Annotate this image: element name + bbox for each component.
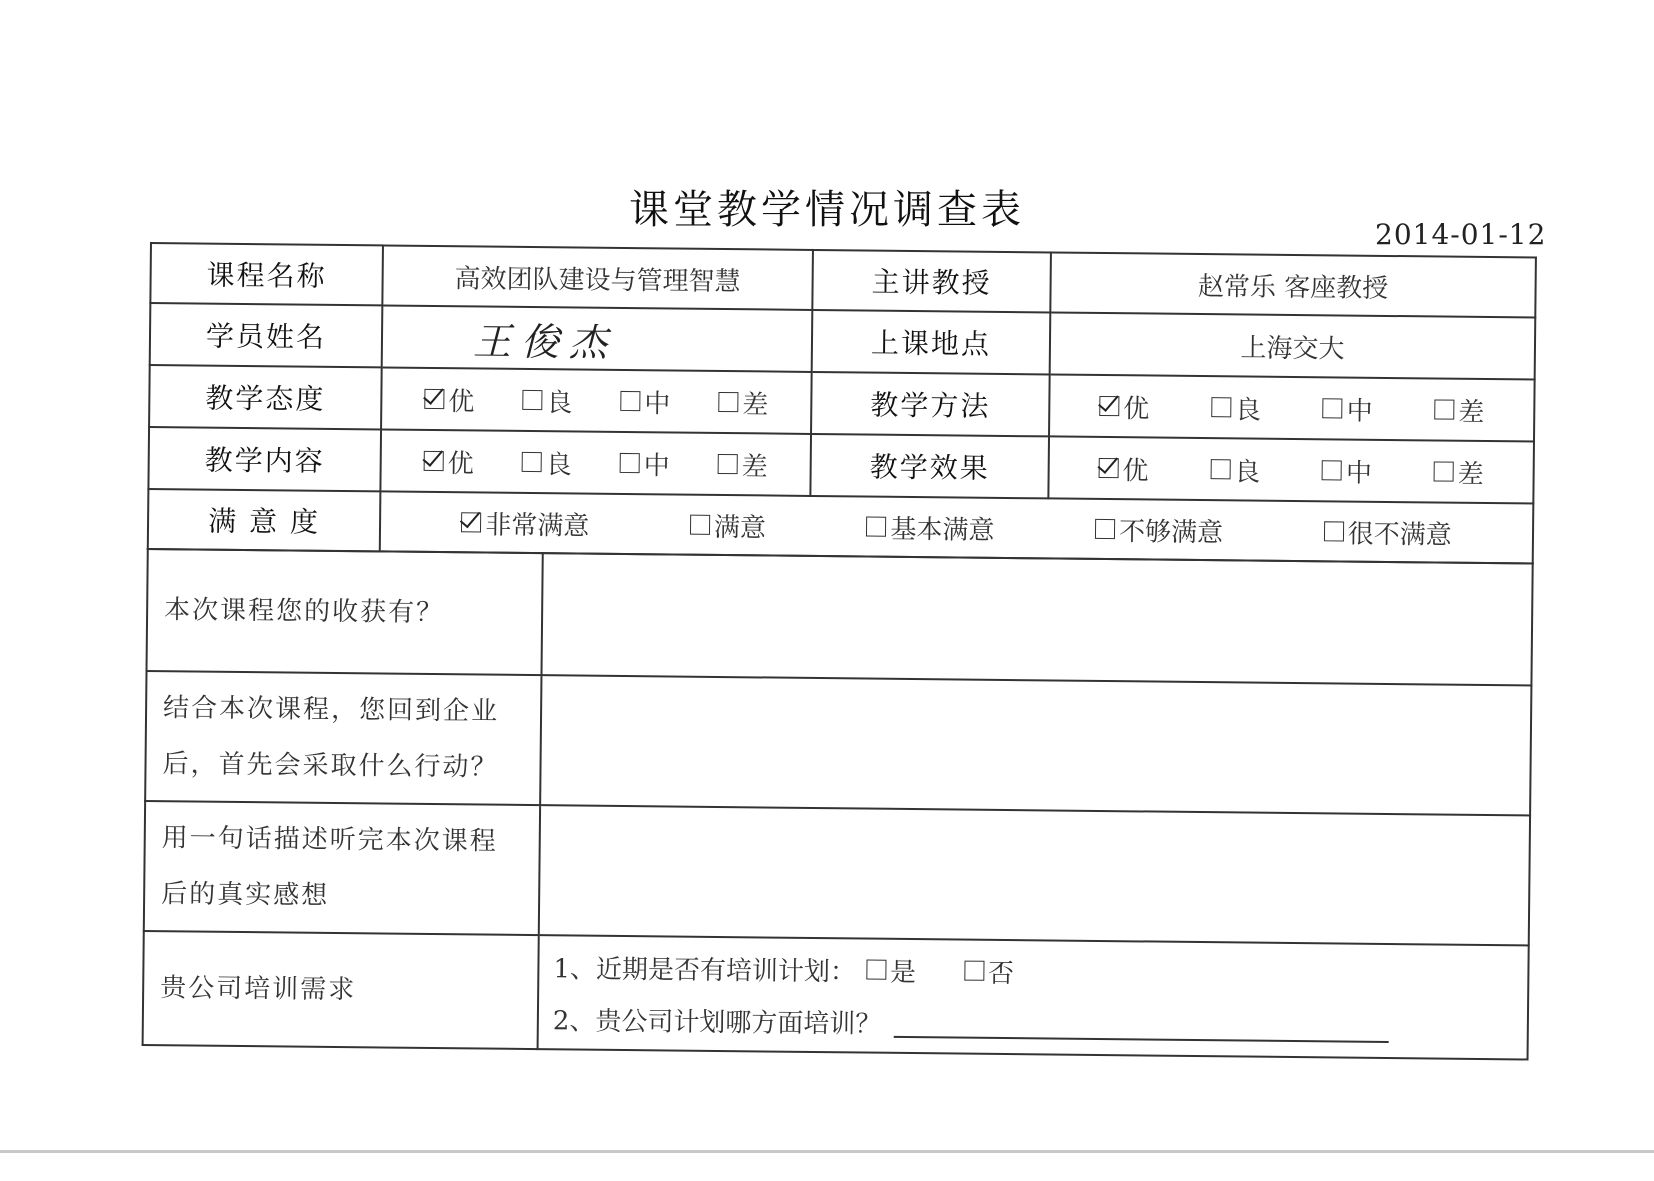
satisfaction-option-1[interactable]	[690, 506, 766, 544]
checkbox-checked[interactable]	[461, 512, 481, 532]
rating-option-content-0[interactable]	[424, 442, 474, 480]
value-course-name[interactable]: 高效团队建设与管理智慧	[382, 245, 813, 309]
checkbox[interactable]	[1322, 460, 1342, 480]
checkbox-checked[interactable]	[424, 451, 444, 471]
training-plan-question: 1、近期是否有培训计划：	[553, 953, 857, 987]
checkbox[interactable]	[718, 392, 738, 412]
satisfaction-option-label: 不够满意	[1118, 516, 1224, 548]
rating-group-method	[1050, 387, 1533, 429]
question-action-line-2: 后，首先会采取什么行动？	[162, 749, 499, 783]
rating-option-label: 差	[741, 451, 768, 482]
training-area-question: 2、贵公司计划哪方面培训？	[552, 1005, 882, 1040]
value-location[interactable]: 上海交大	[1050, 312, 1536, 379]
rating-option-label: 优	[1122, 455, 1149, 486]
rating-option-label: 差	[1457, 459, 1484, 490]
rating-option-label: 优	[447, 448, 474, 479]
rating-option-label: 良	[1234, 394, 1262, 426]
question-action-line-1: 结合本次课程，您回到企业	[162, 693, 500, 727]
checkbox[interactable]	[690, 515, 710, 535]
training-needs	[538, 935, 1529, 1059]
answer-action[interactable]	[540, 675, 1531, 815]
training-plan-yes-label: 是	[889, 957, 917, 988]
satisfaction-option-label: 非常满意	[485, 510, 590, 542]
rating-content	[380, 429, 811, 495]
rating-option-label: 良	[546, 387, 573, 418]
label-content: 教学内容	[148, 427, 381, 491]
training-plan-no-label: 否	[987, 958, 1015, 989]
rating-group-content	[382, 442, 810, 483]
checkbox-no[interactable]	[964, 961, 984, 981]
row-training	[143, 931, 1529, 1059]
satisfaction-option-label: 基本满意	[890, 514, 995, 546]
rating-option-method-0[interactable]	[1099, 387, 1149, 425]
checkbox[interactable]	[1324, 521, 1344, 541]
rating-option-label: 中	[1346, 396, 1373, 427]
rating-option-attitude-0[interactable]	[424, 380, 474, 418]
checkbox-checked[interactable]	[424, 389, 444, 409]
question-gains: 本次课程您的收获有？	[147, 549, 543, 675]
label-location: 上课地点	[812, 310, 1051, 374]
survey-table	[147, 242, 1537, 565]
rating-option-content-1[interactable]	[522, 443, 572, 481]
value-student-name-signature[interactable]: 王俊杰	[382, 305, 813, 371]
scan-edge-line	[0, 1150, 1654, 1153]
rating-option-effect-1[interactable]	[1210, 451, 1260, 489]
satisfaction-group	[381, 503, 1532, 552]
checkbox[interactable]	[1434, 399, 1454, 419]
value-lecturer[interactable]: 赵常乐 客座教授	[1050, 252, 1536, 317]
question-feeling-line-1: 用一句话描述听完本次课程	[161, 823, 498, 857]
question-action	[145, 671, 541, 805]
satisfaction-option-label: 满意	[713, 512, 767, 543]
rating-option-label: 优	[448, 386, 475, 417]
label-student-name: 学员姓名	[150, 303, 383, 367]
checkbox[interactable]	[1323, 398, 1343, 418]
answer-feeling[interactable]	[539, 805, 1530, 945]
survey-form	[142, 242, 1535, 1060]
label-lecturer: 主讲教授	[812, 250, 1051, 312]
row-feeling	[144, 801, 1530, 945]
rating-option-label: 良	[545, 449, 572, 480]
label-course-name: 课程名称	[150, 243, 383, 305]
training-area-answer-line[interactable]	[893, 1006, 1388, 1043]
rating-option-label: 良	[1234, 456, 1261, 488]
label-satisfaction: 满 意 度	[148, 489, 381, 551]
rating-option-label: 优	[1123, 393, 1150, 424]
rating-group-effect	[1049, 449, 1532, 491]
label-effect: 教学效果	[810, 434, 1049, 498]
rating-group-attitude	[382, 380, 810, 421]
rating-option-label: 中	[644, 388, 671, 419]
question-feeling-line-2: 后的真实感想	[161, 879, 330, 911]
survey-questions-table	[142, 548, 1534, 1060]
checkbox[interactable]	[620, 453, 640, 473]
satisfaction-option-4[interactable]	[1323, 513, 1451, 551]
rating-option-attitude-3[interactable]	[718, 383, 768, 421]
row-gains	[147, 549, 1533, 685]
rating-option-content-3[interactable]	[717, 445, 767, 483]
checkbox[interactable]	[866, 517, 886, 537]
rating-option-method-2[interactable]	[1322, 390, 1372, 428]
training-area-line	[553, 992, 1513, 1054]
rating-option-label: 差	[742, 389, 769, 420]
checkbox[interactable]	[522, 452, 542, 472]
label-attitude: 教学态度	[149, 365, 382, 429]
checkbox[interactable]	[620, 391, 640, 411]
rating-attitude	[381, 367, 812, 433]
satisfaction-option-2[interactable]	[866, 508, 994, 546]
rating-option-method-3[interactable]	[1434, 391, 1484, 429]
rating-option-method-1[interactable]	[1211, 389, 1261, 427]
page-title: 课堂教学情况调查表	[629, 187, 1025, 233]
rating-method	[1049, 374, 1535, 441]
checkbox-yes[interactable]	[866, 960, 886, 980]
satisfaction-option-0[interactable]	[461, 504, 589, 542]
checkbox[interactable]	[522, 390, 542, 410]
label-method: 教学方法	[811, 372, 1050, 436]
rating-effect	[1048, 436, 1534, 503]
rating-option-attitude-2[interactable]	[620, 382, 670, 420]
checkbox[interactable]	[718, 454, 738, 474]
rating-option-effect-0[interactable]	[1098, 449, 1148, 487]
form-date: 2014-01-12	[1375, 218, 1547, 251]
row-action	[145, 671, 1531, 815]
question-training: 贵公司培训需求	[143, 931, 539, 1049]
rating-option-label: 中	[1345, 458, 1373, 489]
checkbox-checked[interactable]	[1099, 396, 1119, 416]
satisfaction-option-3[interactable]	[1095, 510, 1223, 548]
answer-gains[interactable]	[541, 553, 1532, 685]
rating-option-attitude-1[interactable]	[522, 381, 572, 419]
checkbox[interactable]	[1434, 461, 1454, 481]
rating-option-effect-2[interactable]	[1322, 452, 1372, 490]
training-plan-yes[interactable]	[866, 951, 916, 989]
rating-option-content-2[interactable]	[620, 444, 670, 482]
rating-option-effect-3[interactable]	[1434, 453, 1484, 491]
question-feeling	[144, 801, 540, 935]
satisfaction-option-label: 很不满意	[1347, 519, 1452, 551]
rating-option-label: 中	[643, 450, 670, 481]
checkbox-checked[interactable]	[1098, 458, 1118, 478]
rating-option-label: 差	[1458, 397, 1485, 428]
checkbox[interactable]	[1095, 519, 1115, 539]
checkbox[interactable]	[1210, 459, 1230, 479]
training-plan-no[interactable]	[964, 952, 1014, 990]
checkbox[interactable]	[1211, 397, 1231, 417]
